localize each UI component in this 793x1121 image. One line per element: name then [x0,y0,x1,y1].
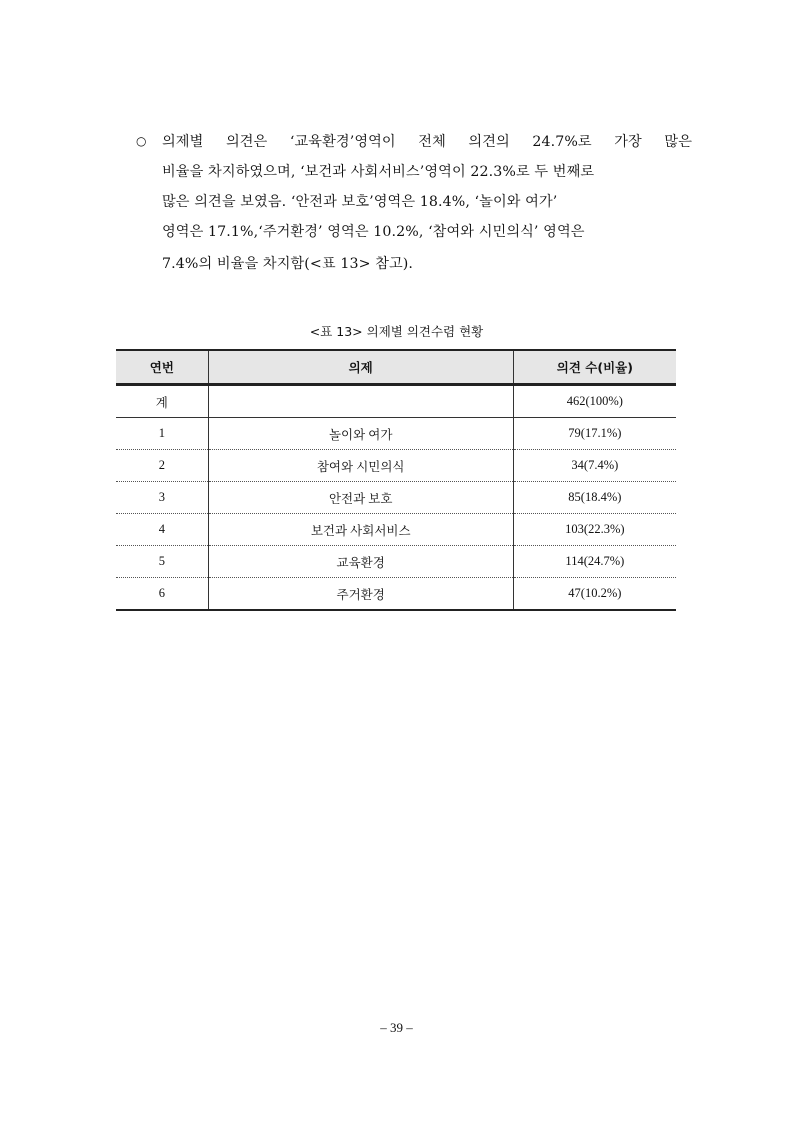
total-label: 계 [116,385,208,418]
row-topic: 주거환경 [208,578,513,611]
paragraph-line-3: 많은 의견을 보였음. ‘안전과 보호’영역은 18.4%, ‘놀이와 여가’ [162,194,558,210]
row-no: 2 [116,450,208,482]
row-count: 103(22.3%) [513,514,676,546]
bullet-icon: ○ [136,134,147,148]
header-no: 연번 [116,350,208,385]
opinion-table [116,349,676,611]
row-topic: 놀이와 여가 [208,418,513,450]
row-topic: 안전과 보호 [208,482,513,514]
row-topic: 참여와 시민의식 [208,450,513,482]
total-topic [208,385,513,418]
row-count: 47(10.2%) [513,578,676,611]
table-row [116,546,676,578]
table-total-row [116,385,676,418]
row-no: 5 [116,546,208,578]
row-count: 34(7.4%) [513,450,676,482]
row-no: 6 [116,578,208,611]
paragraph-line-4: 영역은 17.1%,‘주거환경’ 영역은 10.2%, ‘참여와 시민의식’ 영역은 [162,224,585,240]
table-header-row [116,350,676,385]
page-number: – 39 – [380,1020,413,1035]
table-row [116,482,676,514]
table-row [116,578,676,611]
row-count: 114(24.7%) [513,546,676,578]
row-no: 4 [116,514,208,546]
paragraph-line-5: 7.4%의 비율을 차지함(<표 13> 참고). [162,256,414,272]
table-row [116,450,676,482]
row-topic: 교육환경 [208,546,513,578]
row-count: 85(18.4%) [513,482,676,514]
header-topic: 의제 [208,350,513,385]
table-row [116,418,676,450]
row-no: 3 [116,482,208,514]
table-row [116,514,676,546]
row-no: 1 [116,418,208,450]
paragraph-line-1: 의제별 의견은 ‘교육환경’영역이 전체 의견의 24.7%로 가장 많은 [162,134,692,150]
table-caption: <표 13> 의제별 의견수렴 현황 [309,324,484,339]
total-count: 462(100%) [513,385,676,418]
row-topic: 보건과 사회서비스 [208,514,513,546]
header-count: 의견 수(비율) [513,350,676,385]
paragraph-line-2: 비율을 차지하였으며, ‘보건과 사회서비스’영역이 22.3%로 두 번째로 [162,164,595,180]
row-count: 79(17.1%) [513,418,676,450]
